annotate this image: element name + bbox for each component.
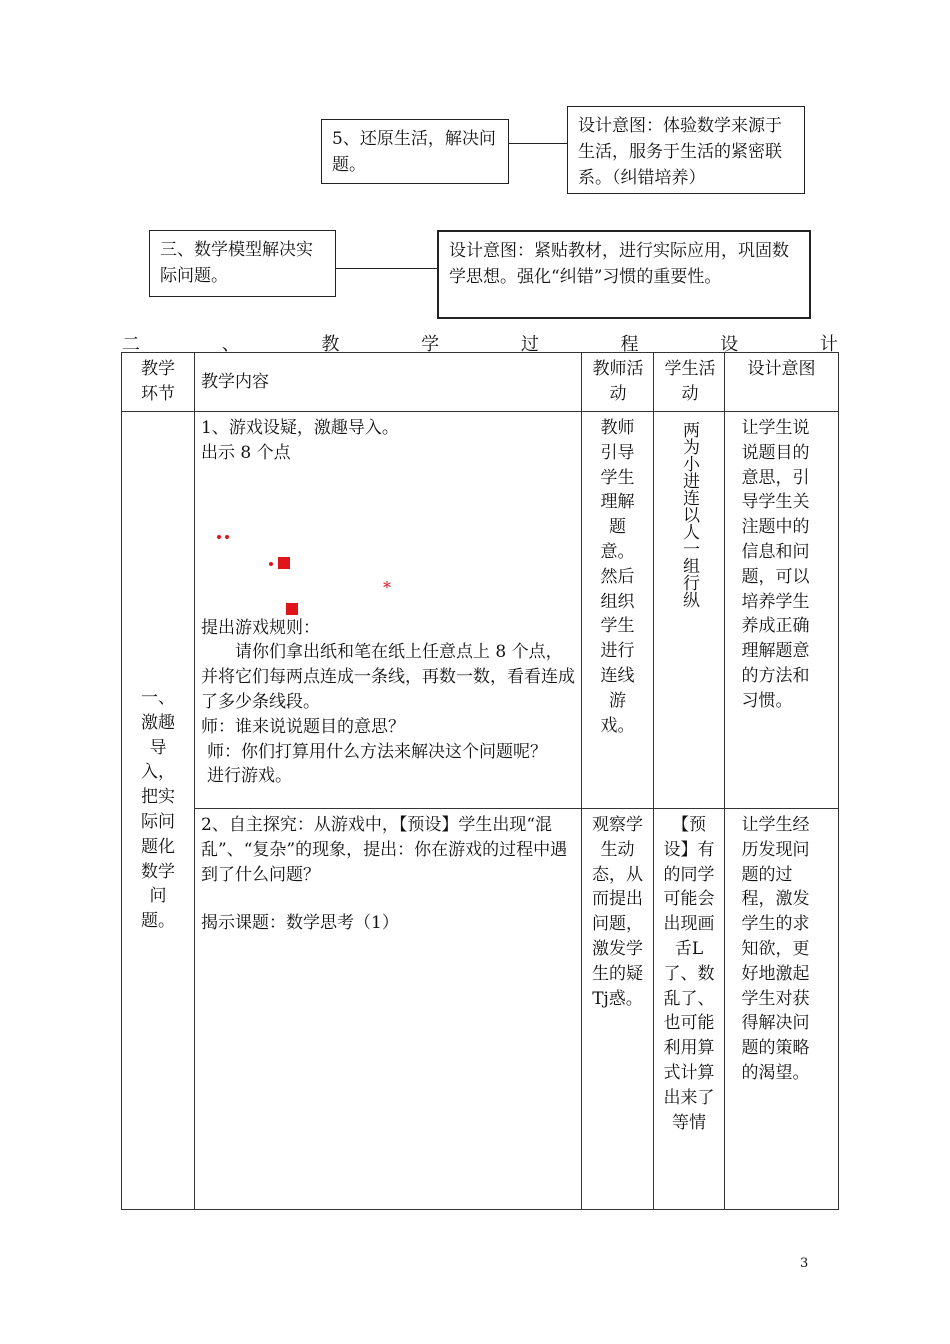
intent-2: 让学生经历发现问题的过程，激发学生的求知欲，更好地激起学生对获得解决问题的策略的渴望。: [741, 815, 810, 1083]
heading-char: 计: [819, 334, 838, 355]
heading-char: 设: [720, 334, 739, 355]
step3-intent-box: [437, 230, 811, 319]
content-cell-1: [195, 412, 582, 809]
red-dot: [269, 562, 273, 566]
heading-char: 学: [421, 334, 440, 355]
step3-box: [149, 230, 336, 297]
step5-connector: [509, 143, 567, 144]
rule-title: 提出游戏规则：: [201, 617, 320, 638]
red-asterisk: *: [383, 577, 391, 597]
teacher-cell-2: [582, 809, 654, 1210]
page-number: 3: [800, 1256, 809, 1271]
question-1: 师：谁来说说题目的意思？: [201, 716, 405, 737]
header-content: 教学内容: [195, 353, 582, 412]
step5-intent-box: [567, 106, 805, 194]
step3-connector: [336, 268, 437, 269]
heading-char: 过: [520, 334, 539, 355]
heading-char: 二: [122, 334, 140, 355]
play-text: 进行游戏。: [207, 766, 292, 787]
red-square: [286, 603, 298, 615]
explore-text: 2、自主探究：从游戏中，【预设】学生出现“混乱”、“复杂”的现象，提出：你在游戏的过程中遇到了什么问题？: [201, 815, 568, 885]
heading-char: 、: [221, 334, 240, 355]
red-dot: [225, 535, 229, 539]
intent-1: 让学生说说题目的意思，引导学生关注题中的信息和问题，可以培养学生养成正确理解题意的方法和习惯。: [741, 418, 810, 711]
red-square: [278, 557, 290, 569]
content-cell-2: [195, 809, 582, 1210]
teacher-cell-1: [582, 412, 654, 809]
section-heading: [122, 330, 838, 354]
student-activity-2: 【预设】有的同学可能会出现画舌L了、数乱了、也可能利用算式计算出来了等情: [663, 815, 715, 1133]
segment-text: 一、激趣导入，把实际问题化数学问题。: [141, 688, 175, 932]
student-cell-1: [654, 412, 725, 809]
rule-text: 请你们拿出纸和笔在纸上任意点上 8 个点，并将它们每两点连成一条线，再数一数，看看连成了多少条线段。: [201, 642, 575, 712]
content-title: 1、游戏设疑，激趣导入。: [201, 418, 399, 438]
red-dot: [217, 535, 221, 539]
header-teacher: 教师活动: [582, 353, 654, 412]
step3-text: 三、数学模型解决实际问题。: [160, 240, 313, 286]
header-segment: 教学环节: [122, 353, 195, 412]
content-show: 出示 8 个点: [201, 442, 291, 463]
topic-text: 揭示课题：数学思考（1）: [201, 913, 399, 934]
teacher-activity-2: 观察学生动态，从而提出问题，激发学生的疑Tj惑。: [592, 815, 643, 1009]
header-intent: 设计意图: [725, 353, 839, 412]
segment-cell: [122, 412, 195, 1210]
question-2: 师：你们打算用什么方法来解决这个问题呢？: [207, 741, 547, 762]
step3-intent-text: 设计意图：紧贴教材，进行实际应用，巩固数学思想。强化“纠错”习惯的重要性。: [449, 241, 789, 287]
teacher-activity-1: 教师引导学生理解题意。然后组织学生进行连线游戏。: [600, 418, 635, 736]
table-row: [122, 412, 839, 809]
heading-char: 教: [321, 334, 340, 355]
teaching-plan-table: [121, 352, 839, 1210]
header-student: 学生活动: [654, 353, 725, 412]
student-cell-2: [654, 809, 725, 1210]
table-row: [122, 809, 839, 1210]
step5-box: [321, 119, 509, 184]
step5-intent-text: 设计意图：体验数学来源于生活，服务于生活的紧密联系。（纠错培养）: [578, 116, 782, 188]
heading-char: 程: [620, 334, 639, 355]
table-header-row: [122, 353, 839, 412]
intent-cell-1: [725, 412, 839, 809]
intent-cell-2: [725, 809, 839, 1210]
student-activity-1: 两为小进连以人一组行纵: [679, 420, 699, 608]
eight-dots-figure: [201, 466, 575, 616]
step5-text: 5、还原生活，解决问题。: [332, 129, 496, 175]
